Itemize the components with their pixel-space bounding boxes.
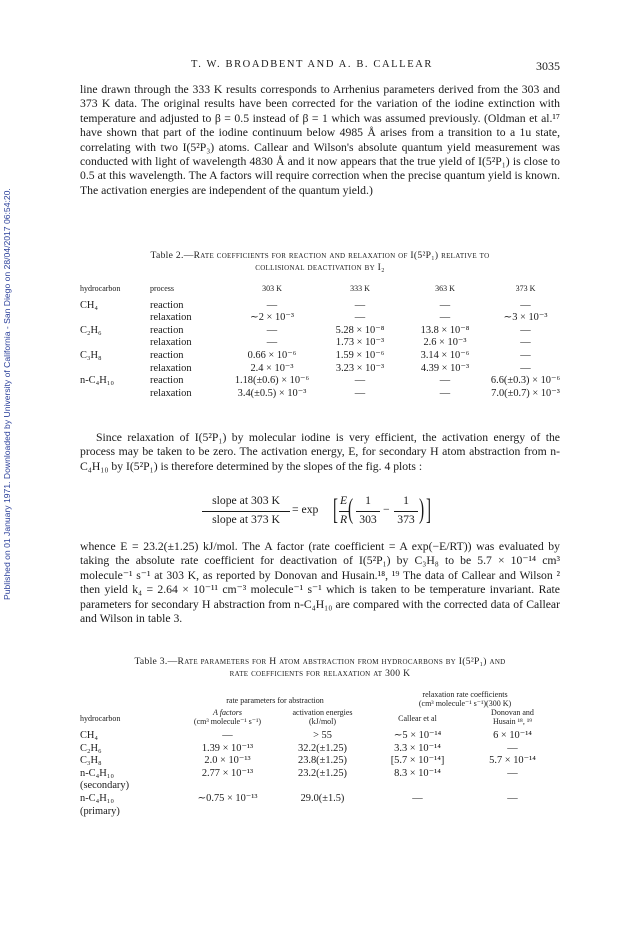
table-cell: 32.2(±1.25): [298, 742, 347, 754]
table2-header-row: [80, 283, 565, 296]
table-cell: ∼5 × 10⁻¹⁴: [393, 730, 442, 741]
table-row: [80, 363, 565, 376]
table-cell: —: [266, 337, 278, 349]
table-cell: 23.2(±1.25): [298, 767, 347, 779]
table-row: [80, 780, 560, 793]
equation-R: R: [340, 513, 348, 526]
table-cell: —: [507, 792, 518, 804]
table-cell: n-C₄H₁₀: [80, 375, 114, 387]
table-cell: 5.28 × 10⁻⁸: [335, 324, 385, 336]
table-row: [80, 350, 565, 363]
table-row: [80, 375, 565, 388]
table-cell: 3.23 × 10⁻³: [335, 362, 385, 374]
table-cell: 29.0(±1.5): [300, 792, 345, 804]
table-cell: ∼3 × 10⁻³: [503, 312, 548, 324]
table-cell: relaxation: [150, 362, 192, 374]
open-bracket: [: [333, 493, 338, 526]
table-cell: ∼0.75 × 10⁻¹³: [197, 792, 258, 804]
table-row: [80, 726, 560, 743]
table-cell: 3.3 × 10⁻¹⁴: [394, 742, 441, 754]
equation-303: 303: [359, 513, 377, 526]
table-cell: 1.39 × 10⁻¹³: [201, 742, 254, 754]
table3-caption: Table 3.—Rate parameters for H atom abstraction from hydrocarbons by I(5²P₁) and rate coefficients for relaxation at 300 K: [134, 656, 506, 679]
table-cell: —: [520, 299, 531, 311]
table-cell: 23.8(±1.25): [298, 755, 347, 767]
table-cell: 2.6 × 10⁻³: [423, 337, 467, 349]
table-cell: 2.4 × 10⁻³: [250, 362, 294, 374]
table-row: [80, 296, 565, 313]
table-cell: [370, 806, 465, 819]
table-cell: 6 × 10⁻¹⁴: [493, 730, 532, 741]
equation-373: 373: [397, 513, 415, 526]
fraction-bar: [202, 511, 290, 512]
table-cell: —: [507, 742, 518, 754]
page-header: [0, 59, 624, 75]
table2-header: 373 K: [515, 284, 536, 293]
equation: [202, 488, 442, 536]
table-cell: —: [439, 312, 451, 324]
paragraph-a-factor: whence E = 23.2(±1.25) kJ/mol. The A factor (rate coefficient = A exp(−E/RT)) was evaluated by taking the absolute rate coefficient for deactivation of I(5²P₁) by C₃H₈ to be 5.7 × 10⁻¹⁴ cm³ molecule⁻¹ s⁻¹ at 303 K, as reported by Donovan and Husain.¹⁸, ¹⁹ The data of Callear and Wilson ² then yield k₄ = 2.64 × 10⁻¹¹ cm⁻³ molecule⁻¹ s⁻¹ which is taken to be temperature invariant. Rate parameters for secondary H abstraction from n-C₄H₁₀ are compared with the corrected data of Callear and Wilson in table 3.: [80, 540, 560, 626]
table2-header: process: [150, 284, 174, 293]
table-cell: CH₄: [80, 730, 99, 741]
table-row: [80, 388, 565, 401]
table-row: [80, 793, 560, 806]
table-cell: 2.77 × 10⁻¹³: [201, 767, 254, 779]
table3-header: activation energies (kJ/mol): [292, 708, 353, 726]
close-paren: ): [419, 494, 425, 525]
table-row: [80, 768, 560, 781]
table3-group-relaxation: relaxation rate coefficients (cm³ molecule⁻¹ s⁻¹)(300 K): [418, 690, 512, 708]
table2-header: hydrocarbon: [80, 284, 121, 293]
table-cell: —: [266, 299, 278, 311]
table-cell: 3.4(±0.5) × 10⁻³: [237, 387, 307, 399]
table3-header-row: [80, 708, 560, 726]
table-cell: [180, 780, 275, 793]
table-cell: reaction: [150, 324, 184, 336]
table-cell: —: [520, 324, 531, 336]
table-cell: —: [354, 375, 366, 387]
table-cell: C₃H₈: [80, 755, 102, 767]
paragraph-activation-energy: Since relaxation of I(5²P₁) by molecular iodine is very efficient, the activation energy of the process may be taken to be zero. The activation energy, E, for secondary H atom abstraction from n-C₄H₁₀ by I(5²P₁) is therefore determined by the slopes of the fig. 4 plots :: [80, 431, 560, 473]
table-cell: [370, 780, 465, 793]
table2: [80, 283, 565, 400]
table-cell: 13.8 × 10⁻⁸: [420, 324, 470, 336]
table-cell: 8.3 × 10⁻¹⁴: [394, 767, 441, 779]
table-row: [80, 337, 565, 350]
table-cell: (secondary): [80, 780, 130, 792]
table-cell: —: [412, 792, 423, 804]
table3-header-row: [80, 690, 560, 708]
table-cell: 2.0 × 10⁻¹³: [204, 755, 251, 767]
table-cell: —: [520, 349, 531, 361]
fraction-bar: [394, 511, 418, 512]
table-cell: —: [439, 387, 451, 399]
table-cell: [465, 780, 560, 793]
table-cell: CH₄: [80, 299, 99, 311]
table-cell: 1.73 × 10⁻³: [335, 337, 385, 349]
table-cell: C₃H₈: [80, 349, 102, 361]
table3-header: Donovan and Husain ¹⁸, ¹⁹: [491, 708, 534, 726]
equation-exp: = exp: [292, 503, 319, 516]
equation-numerator: slope at 303 K: [212, 494, 280, 507]
table-cell: 4.39 × 10⁻³: [420, 362, 470, 374]
table-cell: [5.7 × 10⁻¹⁴]: [390, 755, 445, 767]
table2-header: 333 K: [350, 284, 370, 293]
table-cell: n-C₄H₁₀: [80, 767, 114, 779]
page-number: 3035: [536, 59, 560, 73]
table2-label: Table 2.: [150, 250, 184, 261]
download-watermark: Published on 01 January 1971. Downloaded by University of California - San Diego on 28/04/2017 06:54:20.: [2, 188, 12, 600]
table-cell: [80, 388, 138, 401]
table-cell: —: [520, 337, 531, 349]
table-cell: > 55: [313, 730, 332, 741]
table-cell: n-C₄H₁₀: [80, 792, 114, 804]
table-cell: [80, 337, 138, 350]
table-cell: C₂H₆: [80, 324, 102, 336]
table-row: [80, 743, 560, 756]
table-cell: —: [354, 299, 366, 311]
table-cell: 1.59 × 10⁻⁶: [335, 349, 385, 361]
fraction-bar: [356, 511, 380, 512]
equation-denominator: slope at 373 K: [212, 513, 280, 526]
table-cell: —: [439, 299, 451, 311]
table-row: [80, 325, 565, 338]
table3-header: Callear et al: [398, 714, 437, 724]
equation-one: 1: [403, 494, 409, 507]
table-cell: (primary): [80, 805, 120, 817]
paragraph-intro: line drawn through the 333 K results corresponds to Arrhenius parameters derived from the 303 and 373 K data. The original results have been corrected for the variation of the iodine extinction with temperature and adjusted to β = 0.5 instead of β = 1 which was assumed previously. (Oldman et al.¹⁷ have shown that part of the iodine continuum below 4985 Å arises from a transition to a 1u state, correlating with two I(5²P₃) atoms. Callear and Wilson's absolute quantum yield measurement was conducted with light of wavelength 4830 Å and it now appears that the true yield of I(5²P₁) is close to 0.5 at this wavelength. The A factors will require correction when the precise quantum yield is known. The activation energies are independent of the quantum yield.): [80, 83, 560, 197]
table-cell: 6.6(±0.3) × 10⁻⁶: [490, 375, 561, 387]
table-cell: —: [520, 362, 531, 374]
table-row: [80, 312, 565, 325]
table-cell: C₂H₆: [80, 742, 102, 754]
table-cell: —: [439, 375, 451, 387]
table-cell: reaction: [150, 349, 184, 361]
table2-caption: Table 2.—Rate coefficients for reaction and relaxation of I(5²P₁) relative to collisional deactivation by I₂: [150, 250, 490, 273]
table-cell: —: [507, 767, 518, 779]
table3: [80, 690, 560, 818]
table-cell: [465, 806, 560, 819]
table-cell: 3.14 × 10⁻⁶: [420, 349, 470, 361]
running-head-authors: T. W. BROADBENT AND A. B. CALLEAR: [190, 59, 433, 70]
table-cell: —: [266, 324, 278, 336]
table-cell: —: [354, 387, 366, 399]
table-cell: 5.7 × 10⁻¹⁴: [489, 755, 536, 767]
table-cell: relaxation: [150, 312, 192, 324]
equation-minus: −: [383, 503, 390, 516]
table3-label: Table 3.: [134, 656, 168, 667]
table-row: [80, 806, 560, 819]
table-cell: [180, 806, 275, 819]
table-cell: reaction: [150, 299, 184, 311]
table3-header: A factors (cm³ molecule⁻¹ s⁻¹): [193, 708, 262, 726]
table-cell: reaction: [150, 375, 184, 387]
table-cell: 0.66 × 10⁻⁶: [247, 349, 297, 361]
table2-header: 303 K: [262, 284, 282, 293]
table-cell: —: [354, 312, 366, 324]
open-paren: (: [348, 494, 354, 525]
table-cell: [80, 363, 138, 376]
table-cell: [275, 780, 370, 793]
table3-header: hydrocarbon: [80, 714, 121, 724]
table-cell: —: [222, 730, 233, 741]
table-cell: relaxation: [150, 337, 192, 349]
table-cell: relaxation: [150, 387, 192, 399]
equation-one: 1: [365, 494, 371, 507]
table-cell: 7.0(±0.7) × 10⁻³: [491, 387, 560, 399]
table2-header: 363 K: [435, 284, 455, 293]
equation-E: E: [340, 494, 348, 507]
close-bracket: ]: [426, 493, 431, 526]
table-row: [80, 755, 560, 768]
table-cell: ∼2 × 10⁻³: [250, 312, 294, 324]
table-cell: 1.18(±0.6) × 10⁻⁶: [234, 375, 310, 387]
table-cell: [80, 312, 138, 325]
table3-group-abstraction: rate parameters for abstraction: [226, 696, 324, 706]
table-cell: [275, 806, 370, 819]
